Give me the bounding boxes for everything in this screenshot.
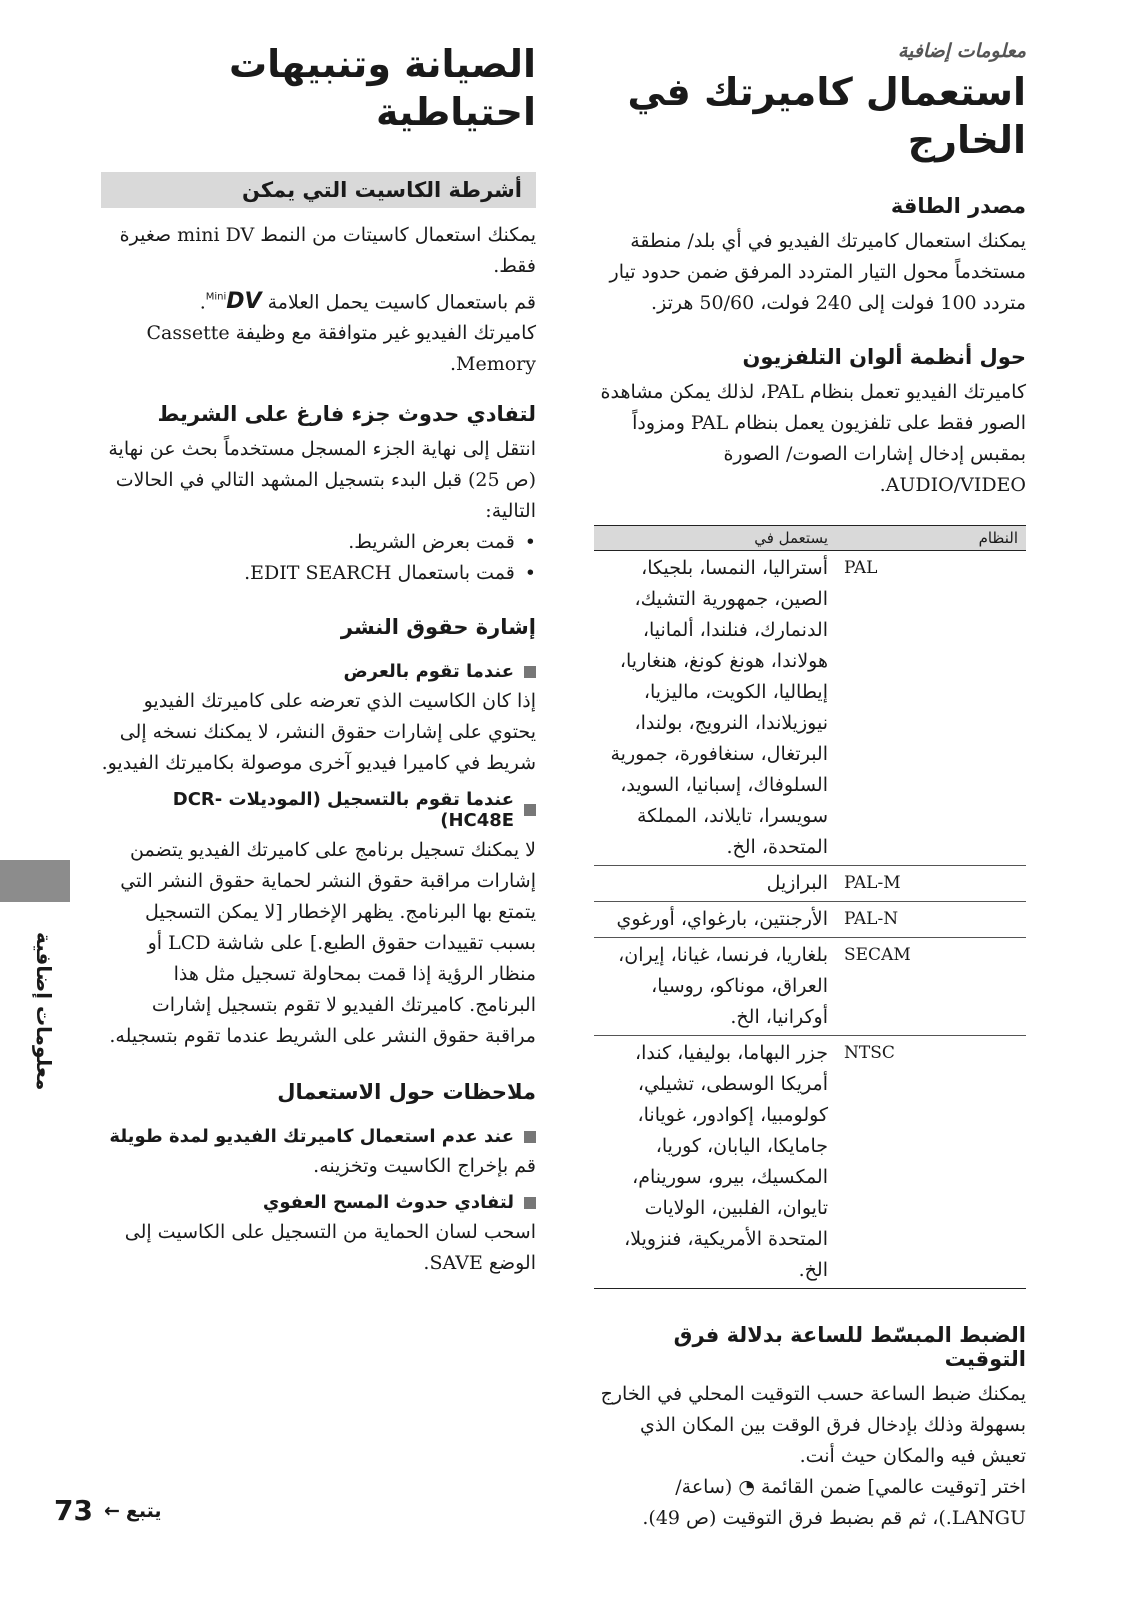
mini-dv-logo: $^{Mini}$DV — [205, 289, 262, 315]
tv-heading: حول أنظمة ألوان التلفزيون — [742, 345, 1026, 369]
system-cell: NTSC — [836, 1036, 1026, 1289]
square-bullet-icon — [524, 666, 536, 678]
countries-cell: بلغاريا، فرنسا، غيانا، إيران، العراق، موناكو، روسيا، أوكرانيا، الخ. — [594, 938, 836, 1036]
section-kicker: معلومات إضافية — [897, 40, 1026, 62]
blank-text: انتقل إلى نهاية الجزء المسجل مستخدماً بحث عن نهاية (ص 25) قبل البدء بتسجيل المشهد التالي في الحالات التالية: — [108, 438, 536, 523]
power-heading: مصدر الطاقة — [890, 194, 1026, 218]
list-item: • قمت باستعمال EDIT SEARCH. — [101, 558, 536, 589]
storage-text: قم بإخراج الكاسيت وتخزينه. — [313, 1155, 536, 1178]
left-column — [101, 40, 536, 1279]
system-cell: PAL — [836, 551, 1026, 866]
storage-subheading: عند عدم استعمال كاميرتك الفيديو لمدة طويلة — [101, 1126, 536, 1147]
copyright-heading: إشارة حقوق النشر — [340, 615, 536, 640]
recording-subheading: عندما تقوم بالتسجيل (الموديلات DCR-HC48E) — [101, 789, 536, 831]
system-cell: PAL-M — [836, 866, 1026, 902]
system-cell: PAL-N — [836, 902, 1026, 938]
arrow-left-icon: ← — [104, 1500, 120, 1522]
square-bullet-icon — [524, 1197, 536, 1209]
table-row — [594, 551, 1026, 866]
table-row — [594, 1036, 1026, 1289]
blank-heading: لتفادي حدوث جزء فارغ على الشريط — [157, 402, 536, 427]
clock-instruction: اختر [توقيت عالمي] ضمن القائمة ◔ (ساعة/ LANGU.)، ثم قم بضبط فرق التوقيت (ص 49). — [642, 1476, 1026, 1529]
square-bullet-icon — [524, 1131, 536, 1143]
continued-label: يتبع — [125, 1500, 162, 1522]
table-row — [594, 902, 1026, 938]
cassette-heading: أشرطة الكاسيت التي يمكن — [101, 172, 536, 208]
playback-subheading: عندما تقوم بالعرض — [101, 661, 536, 682]
table-row — [594, 938, 1026, 1036]
square-bullet-icon — [524, 804, 536, 816]
cassette-memory-text: كاميرتك الفيديو غير متوافقة مع وظيفة Cassette Memory. — [146, 322, 536, 376]
page-title: استعمال كاميرتك في الخارج — [627, 70, 1026, 162]
page-number: 73 — [54, 1494, 93, 1527]
power-text: يمكنك استعمال كاميرتك الفيديو في أي بلد/ منطقة مستخدماً محول التيار المتردد المرفق ضمن حدود تيار متردد 100 فولت إلى 240 فولت، 50/60 هرتز. — [609, 230, 1026, 314]
table-header-row — [594, 526, 1026, 551]
section-tab-label: معلومات إضافية — [32, 931, 56, 1090]
table-row — [594, 866, 1026, 902]
col-system-header: النظام — [836, 526, 1026, 551]
continued-indicator — [104, 1500, 162, 1522]
tv-text: كاميرتك الفيديو تعمل بنظام PAL، لذلك يمكن مشاهدة الصور فقط على تلفزيون يعمل بنظام PAL ومزوداً بمقبس إدخال إشارات الصوت/ الصورة AUDIO/VIDEO. — [600, 381, 1026, 496]
countries-cell: أستراليا، النمسا، بلجيكا، الصين، جمهورية التشيك، الدنمارك، فنلندا، ألمانيا، هولاندا، هونغ كونغ، هنغاريا، إيطاليا، الكويت، ماليزيا، نيوزيلاندا، النرويج، بولندا، البرتغال، سنغافورة، جمورية السلوفاك، إسبانيا، السويد، سويسرا، تايلاند، المملكة المتحدة، الخ. — [594, 551, 836, 866]
cassette-text: يمكنك استعمال كاسيتات من النمط mini DV صغيرة فقط. — [119, 224, 536, 277]
cassette-logo-text: قم باستعمال كاسيت يحمل العلامة — [267, 291, 536, 314]
recording-text: لا يمكنك تسجيل برنامج على كاميرتك الفيديو يتضمن إشارات مراقبة حقوق النشر لحماية حقوق النشر التي يتمتع بها البرنامج. يظهر الإخطار [لا يمكن التسجيل بسبب تقييدات حقوق الطبع.] على شاشة LCD أو منظار الرؤية إذا قمت بمحاولة تسجيل مثل هذا البرنامج. كاميرتك الفيديو لا تقوم بتسجيل إشارات مراقبة حقوق النشر على الشريط عندما تقوم بتسجيله. — [109, 839, 536, 1048]
cassette-logo-line: قم باستعمال كاسيت يحمل العلامة $^{Mini}$DV. — [199, 289, 536, 315]
clock-text: يمكنك ضبط الساعة حسب التوقيت المحلي في الخارج بسهولة وذلك بإدخال فرق الوقت بين المكان الذي تعيش فيه والمكان حيث أنت. — [600, 1383, 1026, 1467]
tv-systems-table — [594, 525, 1026, 1289]
erase-text: اسحب لسان الحماية من التسجيل على الكاسيت إلى الوضع SAVE. — [124, 1221, 536, 1275]
clock-heading: الضبط المبسّط للساعة بدلالة فرق التوقيت — [673, 1323, 1026, 1371]
playback-text: إذا كان الكاسيت الذي تعرضه على كاميرتك الفيديو يحتوي على إشارات حقوق النشر، لا يمكنك نسخه إلى شريط في كاميرا فيديو آخرى موصولة بكاميرتك الفيديو. — [101, 690, 536, 775]
col-used-header: يستعمل في — [594, 526, 836, 551]
countries-cell: جزر البهاما، بوليفيا، كندا، أمريكا الوسطى، تشيلي، كولومبيا، إكوادور، غويانا، جامايكا، اليابان، كوريا، المكسيك، بيرو، سورينام، تايوان، الفلبين، الولايات المتحدة الأمريكية، فنزويلا، الخ. — [594, 1036, 836, 1289]
countries-cell: البرازيل — [594, 866, 836, 902]
section-tab — [0, 860, 70, 902]
erase-subheading: لتفادي حدوث المسح العفوي — [101, 1192, 536, 1213]
blank-list — [101, 527, 536, 589]
system-cell: SECAM — [836, 938, 1026, 1036]
maintenance-title: الصيانة وتنبيهات احتياطية — [228, 42, 536, 134]
list-item: • قمت بعرض الشريط. — [101, 527, 536, 558]
right-column — [594, 40, 1026, 1534]
countries-cell: الأرجنتين، بارغواي، أورغوي — [594, 902, 836, 938]
notes-heading: ملاحظات حول الاستعمال — [277, 1080, 536, 1105]
